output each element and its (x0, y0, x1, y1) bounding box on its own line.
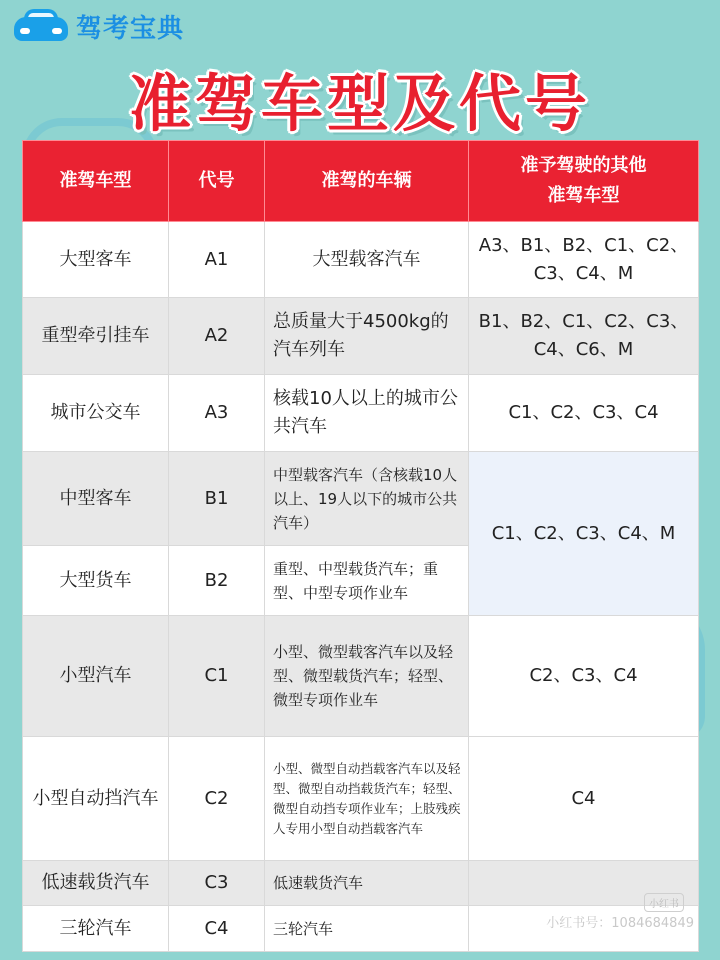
cell-others: C4 (469, 737, 699, 861)
car-icon (12, 7, 70, 45)
table-row (23, 375, 699, 452)
table-row (23, 861, 699, 906)
cell-type: 重型牵引挂车 (23, 298, 169, 375)
cell-type: 小型自动挡汽车 (23, 737, 169, 861)
cell-vehicles: 总质量大于4500kg的汽车列车 (265, 298, 469, 375)
table-header (23, 141, 699, 222)
page-title: 准驾车型及代号 (128, 67, 591, 140)
cell-vehicles: 低速载货汽车 (265, 861, 469, 906)
cell-vehicles: 小型、微型自动挡载客汽车以及轻型、微型自动挡载货汽车；轻型、微型自动挡专项作业车；上肢残疾人专用小型自动挡载客汽车 (265, 737, 469, 861)
cell-code: A3 (169, 375, 265, 452)
header-type: 准驾车型 (23, 141, 169, 222)
header-vehicles: 准驾的车辆 (265, 141, 469, 222)
table-row (23, 298, 699, 375)
license-table (22, 140, 699, 952)
cell-code: C2 (169, 737, 265, 861)
watermark-id: 小红书号：1084684849 (546, 916, 694, 931)
cell-vehicles: 核载10人以上的城市公共汽车 (265, 375, 469, 452)
table-row (23, 616, 699, 737)
cell-vehicles: 小型、微型载客汽车以及轻型、微型载货汽车；轻型、微型专项作业车 (265, 616, 469, 737)
cell-type: 小型汽车 (23, 616, 169, 737)
cell-others: C1、C2、C3、C4 (469, 375, 699, 452)
cell-code: A1 (169, 222, 265, 298)
cell-others: C2、C3、C4 (469, 616, 699, 737)
watermark-badge: 小红书 (644, 893, 684, 912)
table-row (23, 222, 699, 298)
cell-vehicles: 三轮汽车 (265, 906, 469, 952)
brand-name: 驾考宝典 (76, 13, 185, 44)
cell-vehicles: 中型载客汽车（含核载10人以上、19人以下的城市公共汽车） (265, 452, 469, 546)
cell-type: 三轮汽车 (23, 906, 169, 952)
header-others: 准予驾驶的其他 准驾车型 (469, 141, 699, 222)
cell-type: 中型客车 (23, 452, 169, 546)
table-row (23, 737, 699, 861)
cell-vehicles: 重型、中型载货汽车；重型、中型专项作业车 (265, 546, 469, 616)
cell-code: B2 (169, 546, 265, 616)
cell-others: B1、B2、C1、C2、C3、C4、C6、M (469, 298, 699, 375)
cell-code: A2 (169, 298, 265, 375)
header-code: 代号 (169, 141, 265, 222)
cell-code: C4 (169, 906, 265, 952)
cell-others: C1、C2、C3、C4、M (469, 452, 699, 616)
cell-code: C1 (169, 616, 265, 737)
brand (12, 6, 184, 46)
cell-vehicles: 大型载客汽车 (265, 222, 469, 298)
cell-code: B1 (169, 452, 265, 546)
cell-type: 低速载货汽车 (23, 861, 169, 906)
cell-code: C3 (169, 861, 265, 906)
cell-type: 大型货车 (23, 546, 169, 616)
cell-type: 城市公交车 (23, 375, 169, 452)
cell-type: 大型客车 (23, 222, 169, 298)
cell-others: A3、B1、B2、C1、C2、C3、C4、M (469, 222, 699, 298)
table-row (23, 452, 699, 546)
